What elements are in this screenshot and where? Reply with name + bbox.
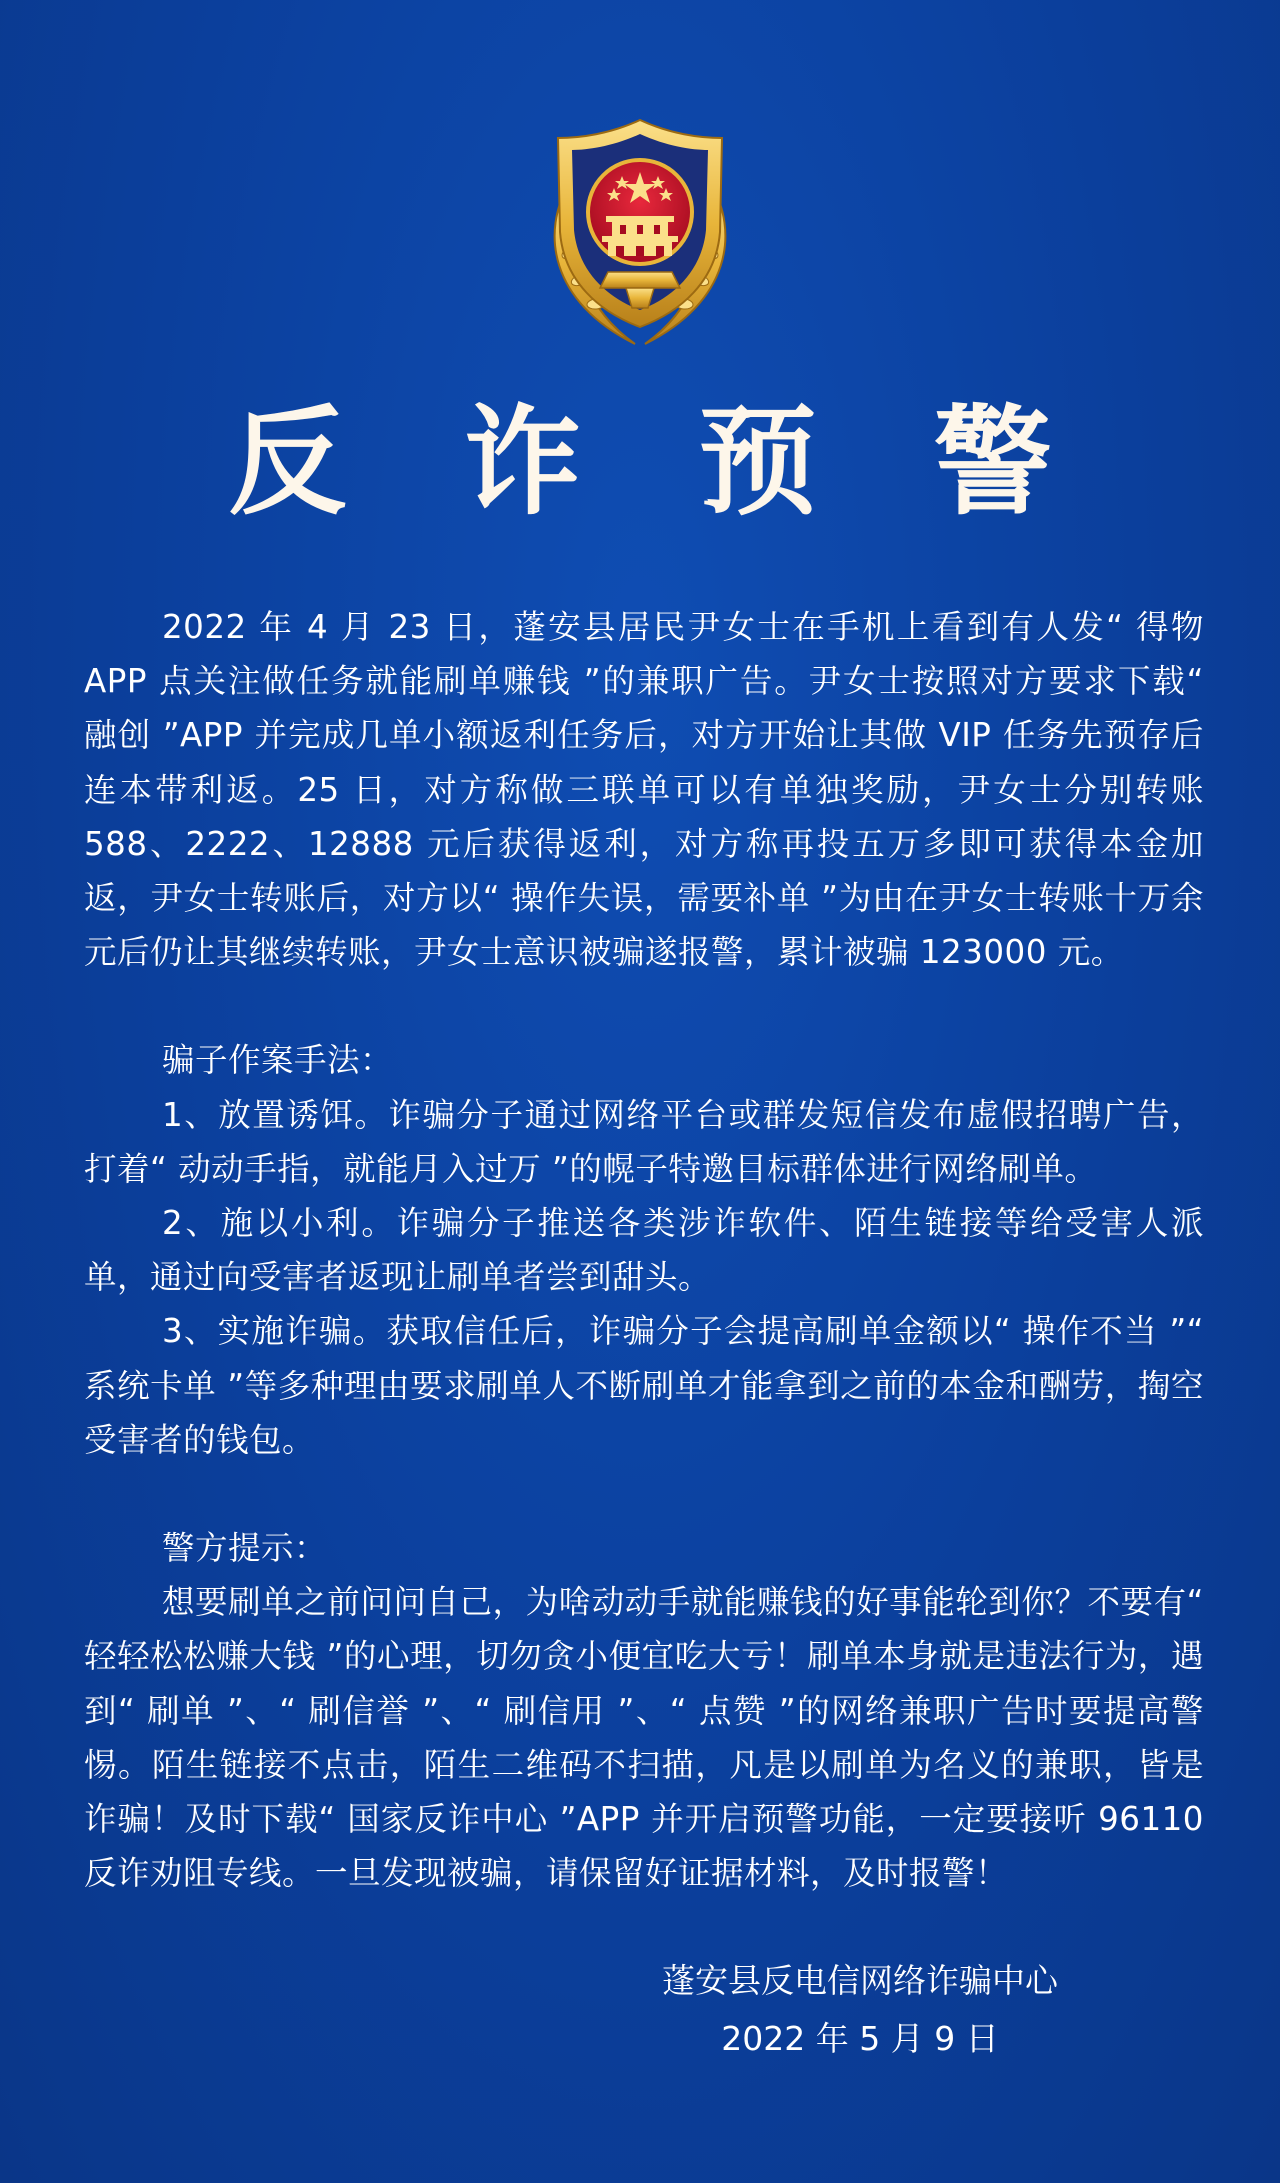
tips-heading: 警方提示： bbox=[162, 1529, 328, 1568]
tips-paragraph: 想要刷单之前问问自己，为啥动动手就能赚钱的好事能轮到你？不要有“ 轻轻松松赚大钱 ”的心理，切勿贪小便宜吃大亏！刷单本身就是违法行为，遇到“ 刷单 ”、“ 刷信誉 ”、“ 刷信用 ”、“ 点赞 ”的网络兼职广告时要提高警惕。陌生链接不点击，陌生二维码不扫描，凡是以刷单为名义的兼职，皆是诈骗！及时下载“ 国家反诈中心 ”APP 并开启预警功能，一定要接听 96110 反诈劝阻专线。一旦发现被骗，请保留好证据材料，及时报警！ bbox=[84, 1583, 1204, 1893]
case-paragraph: 2022 年 4 月 23 日，蓬安县居民尹女士在手机上看到有人发“ 得物 APP 点关注做任务就能刷单赚钱 ”的兼职广告。尹女士按照对方要求下载“ 融创 ”APP 并完成几单小额返利任务后，对方开始让其做 VIP 任务先预存后连本带利返。25 日，对方称做三联单可以有单独奖励，尹女士分别转账 588、2222、12888 元后获得返利，对方称再投五万多即可获得本金加返，尹女士转账后，对方以“ 操作失误，需要补单 ”为由在尹女士转账十万余元后仍让其继续转账，尹女士意识被骗遂报警，累计被骗 123000 元。 bbox=[84, 608, 1204, 972]
methods-heading: 骗子作案手法： bbox=[162, 1041, 394, 1080]
signature-org: 蓬安县反电信网络诈骗中心 bbox=[662, 1961, 1058, 2000]
page-title: 反 诈 预 警 bbox=[228, 393, 1090, 531]
signature-date: 2022 年 5 月 9 日 bbox=[721, 2019, 999, 2058]
police-badge-icon bbox=[530, 112, 750, 352]
method-item: 2、施以小利。诈骗分子推送各类涉诈软件、陌生链接等给受害人派单，通过向受害者返现让刷单者尝到甜头。 bbox=[84, 1204, 1204, 1297]
method-item: 3、实施诈骗。获取信任后，诈骗分子会提高刷单金额以“ 操作不当 ”“ 系统卡单 ”等多种理由要求刷单人不断刷单才能拿到之前的本金和酬劳，掏空受害者的钱包。 bbox=[84, 1312, 1204, 1459]
notice-body bbox=[84, 600, 1204, 1900]
signature-block bbox=[600, 1952, 1120, 2068]
method-item: 1、放置诱饵。诈骗分子通过网络平台或群发短信发布虚假招聘广告，打着“ 动动手指，就能月入过万 ”的幌子特邀目标群体进行网络刷单。 bbox=[84, 1095, 1204, 1188]
